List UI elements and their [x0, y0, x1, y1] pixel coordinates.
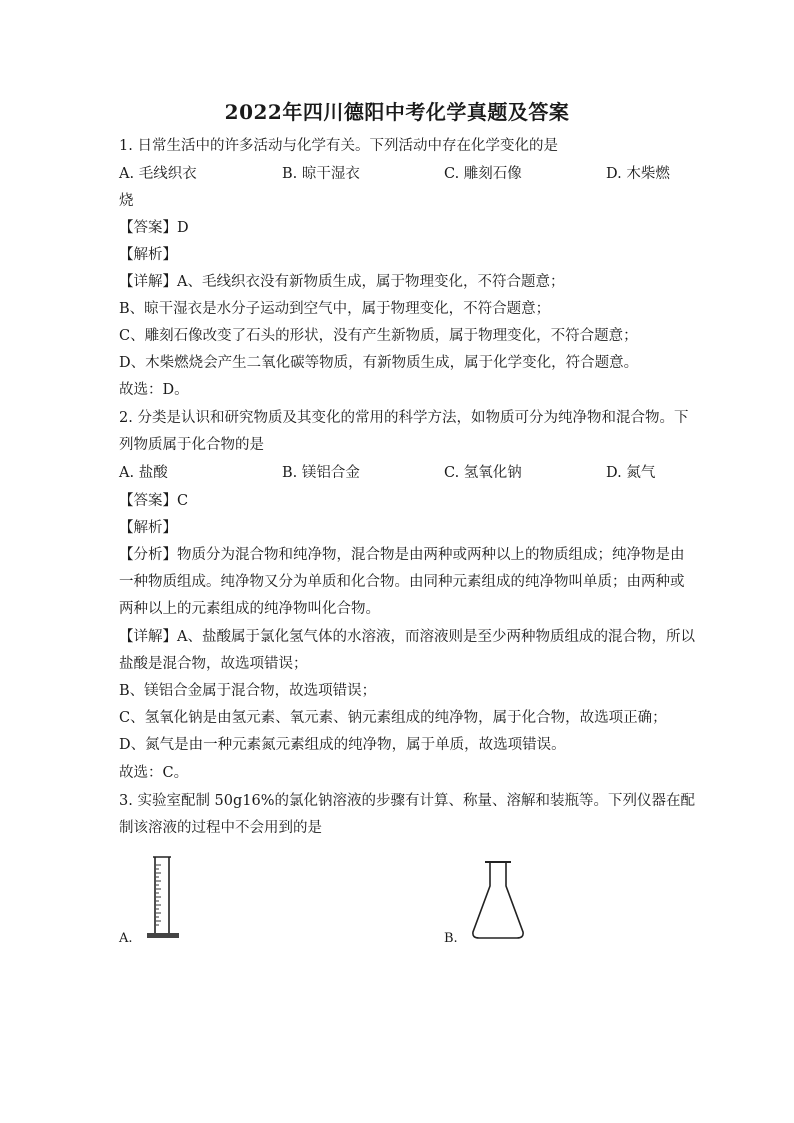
q2-conclusion: 故选：C。 — [119, 765, 189, 781]
q2-option-a: A. 盐酸 — [119, 465, 168, 481]
q2-option-c: C. 氢氧化钠 — [444, 465, 522, 481]
q1-option-b: B. 晾干湿衣 — [282, 166, 360, 182]
q1-option-a: A. 毛线织衣 — [119, 166, 197, 182]
q3-figure-b-label: B. — [444, 931, 458, 946]
q3-stem-line: 制该溶液的过程中不会用到的是 — [119, 820, 322, 836]
q2-fenxi-line: 【分析】物质分为混合物和纯净物，混合物是由两种或两种以上的物质组成；纯净物是由 — [119, 547, 685, 563]
q2-detail-line: B、镁铝合金属于混合物，故选项错误； — [119, 683, 377, 699]
q2-detail-line: 盐酸是混合物，故选项错误； — [119, 656, 308, 672]
q2-detail-line: D、氮气是由一种元素氮元素组成的纯净物，属于单质，故选项错误。 — [119, 737, 566, 753]
q2-answer: 【答案】C — [119, 493, 189, 509]
q3-figure-a-label: A. — [119, 931, 133, 946]
q2-option-d: D. 氮气 — [606, 465, 656, 481]
q1-option-d-wrap: 烧 — [119, 193, 134, 209]
q1-detail-line: C、雕刻石像改变了石头的形状，没有产生新物质，属于物理变化，不符合题意； — [119, 328, 638, 344]
q3-stem-line: 3. 实验室配制 50g16%的氯化钠溶液的步骤有计算、称量、溶解和装瓶等。下列仪器在配 — [119, 793, 696, 809]
q2-detail-line: C、氢氧化钠是由氢元素、氧元素、钠元素组成的纯净物，属于化合物，故选项正确； — [119, 710, 667, 726]
page-title: 2022年四川德阳中考化学真题及答案 — [224, 100, 570, 124]
q2-fenxi-line: 一种物质组成。纯净物又分为单质和化合物。由同种元素组成的纯净物叫单质；由两种或 — [119, 574, 685, 590]
q1-stem: 1. 日常生活中的许多活动与化学有关。下列活动中存在化学变化的是 — [119, 138, 558, 154]
q1-detail-line: D、木柴燃烧会产生二氧化碳等物质，有新物质生成，属于化学变化，符合题意。 — [119, 355, 639, 371]
q2-option-b: B. 镁铝合金 — [282, 465, 360, 481]
q2-stem-line: 列物质属于化合物的是 — [119, 437, 264, 453]
conical-flask-icon — [470, 860, 526, 940]
q1-analysis-heading: 【解析】 — [119, 247, 177, 263]
q1-detail-line: B、晾干湿衣是水分子运动到空气中，属于物理变化，不符合题意； — [119, 301, 551, 317]
q1-answer: 【答案】D — [119, 220, 189, 236]
q2-fenxi-line: 两种以上的元素组成的纯净物叫化合物。 — [119, 601, 380, 617]
q2-stem-line: 2. 分类是认识和研究物质及其变化的常用的科学方法，如物质可分为纯净物和混合物。下 — [119, 410, 689, 426]
q1-detail-line: 【详解】A、毛线织衣没有新物质生成，属于物理变化，不符合题意； — [119, 274, 565, 290]
q2-analysis-heading: 【解析】 — [119, 520, 177, 536]
q1-conclusion: 故选：D。 — [119, 382, 189, 398]
q1-option-c: C. 雕刻石像 — [444, 166, 522, 182]
q2-detail-line: 【详解】A、盐酸属于氯化氢气体的水溶液，而溶液则是至少两种物质组成的混合物，所以 — [119, 629, 695, 645]
q1-option-d: D. 木柴燃 — [606, 166, 670, 182]
graduated-cylinder-icon — [146, 855, 182, 941]
